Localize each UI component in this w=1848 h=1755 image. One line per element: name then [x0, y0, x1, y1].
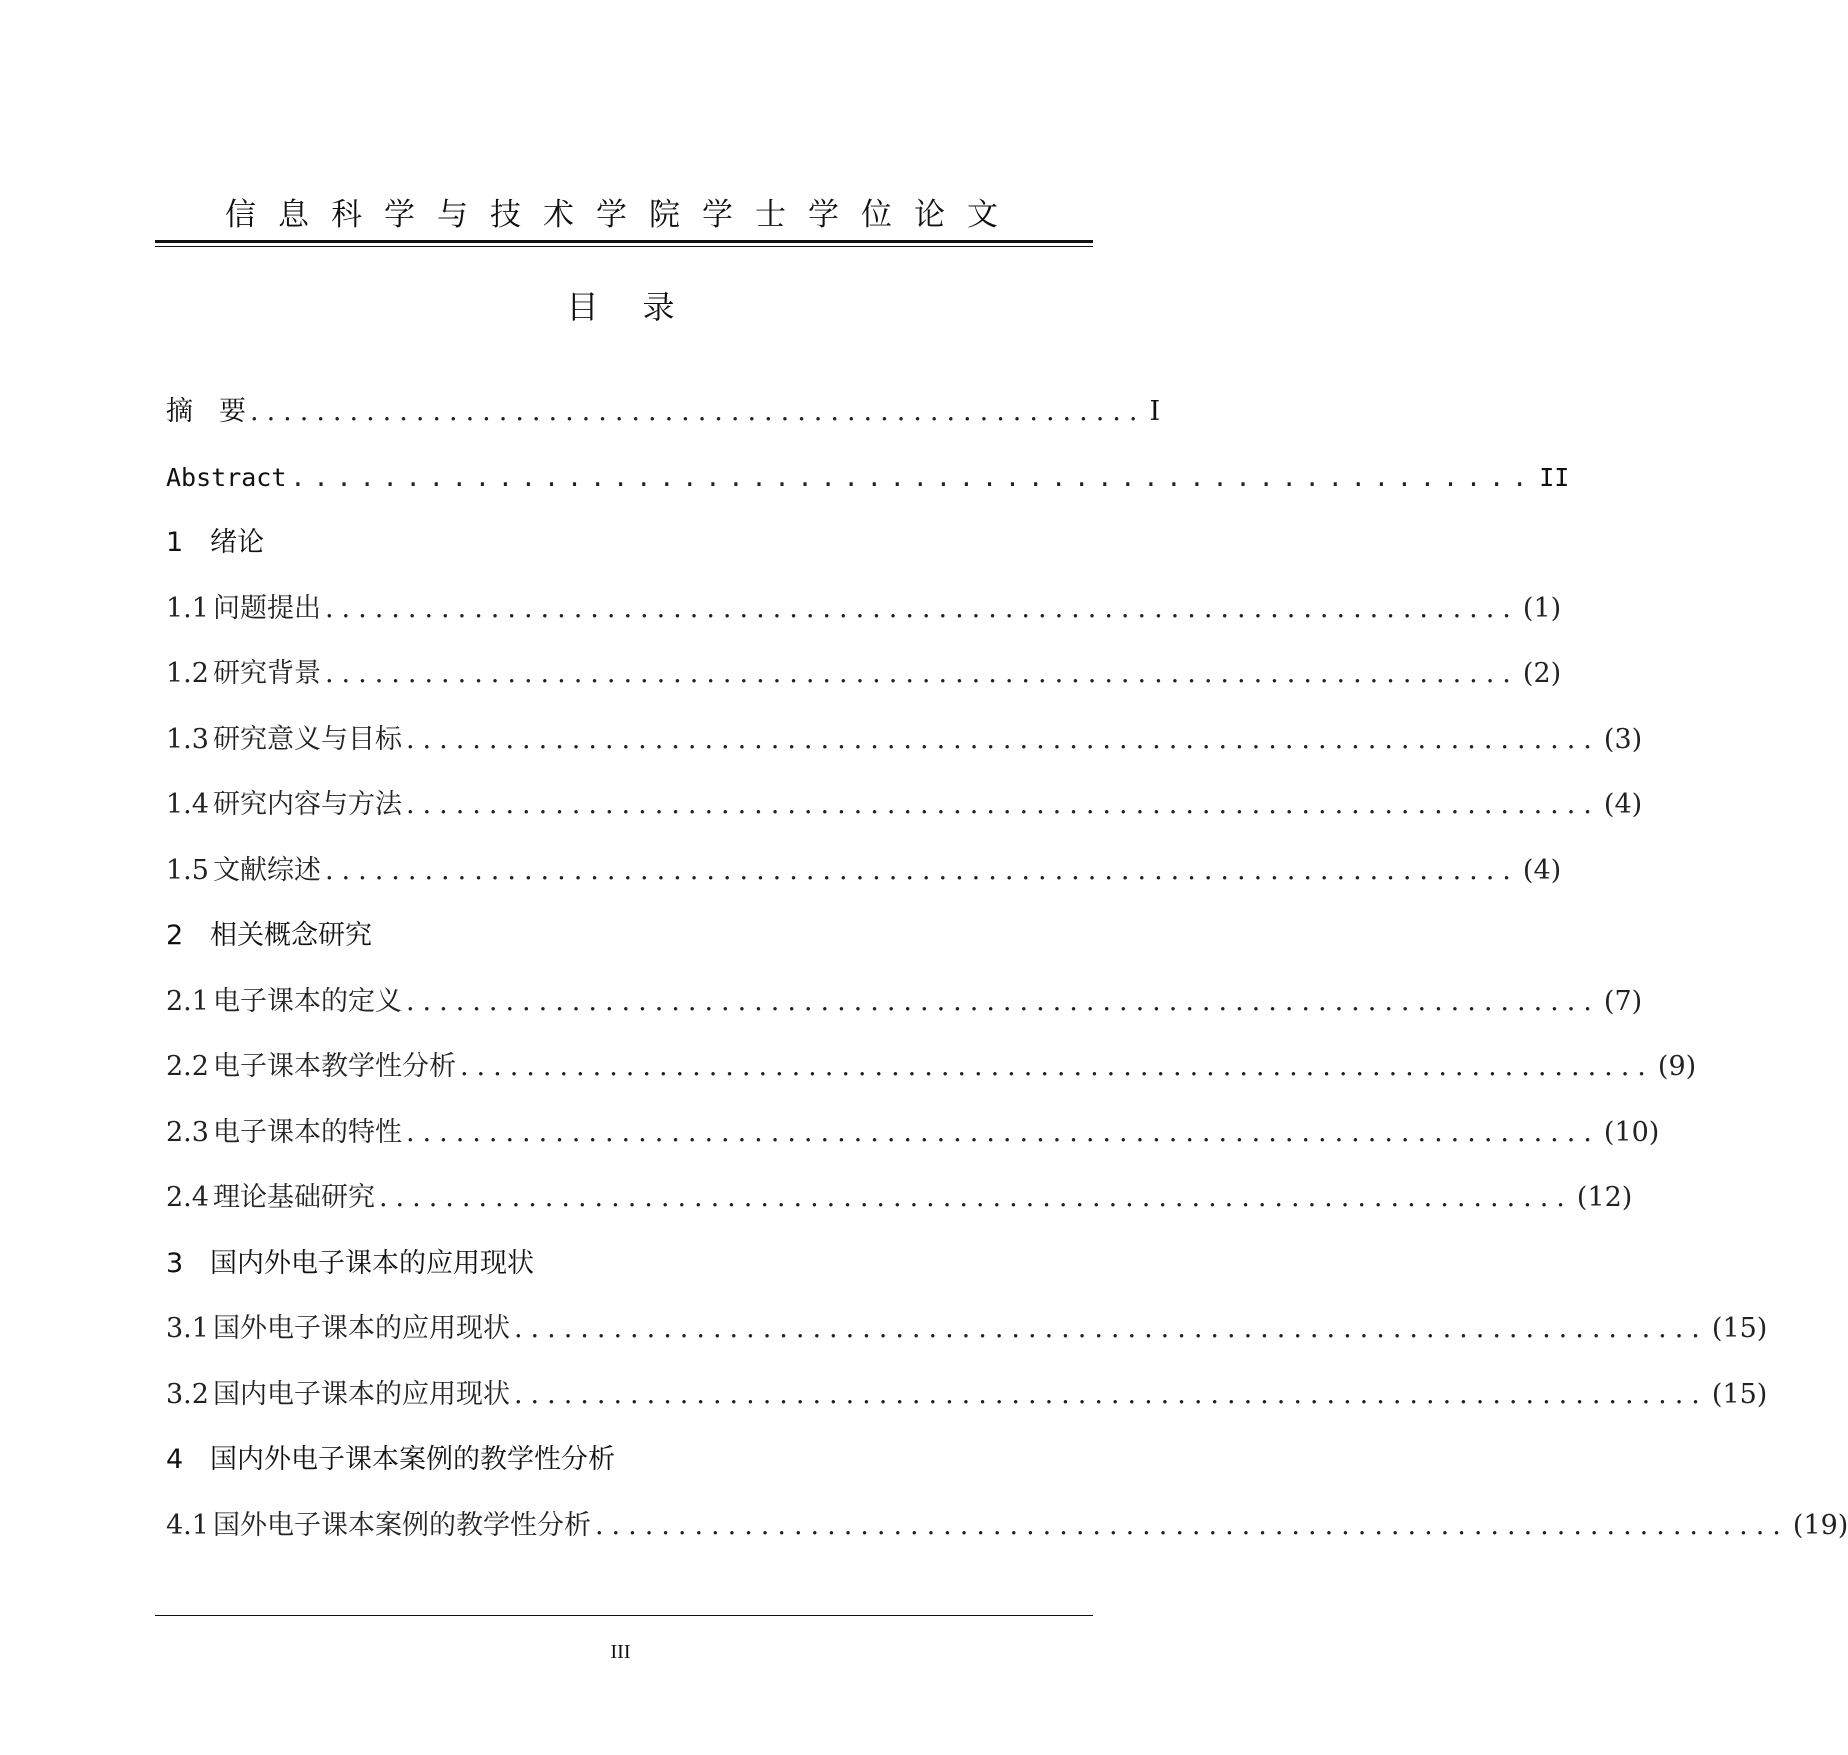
entry-title: 研究内容与方法: [212, 789, 402, 820]
toc-page-number: II: [1539, 462, 1570, 492]
toc-leader: ......................................................: [290, 462, 1536, 492]
toc-page-number: (7): [1603, 985, 1643, 1017]
chapter-title: 国内外电子课本的应用现状: [210, 1247, 534, 1279]
entry-title: 文献综述: [212, 854, 321, 886]
thesis-header-title: 信息科学与技术学院学士学位论文: [225, 197, 1020, 233]
toc-page-number: (15): [1711, 1313, 1768, 1344]
toc-chapter-4[interactable]: [166, 1440, 1081, 1506]
entry-number: 1.5: [166, 854, 209, 886]
toc-page-number: (1): [1522, 592, 1562, 624]
entry-number: 3.1: [166, 1313, 209, 1344]
toc-page-number: (19): [1792, 1509, 1848, 1541]
toc-label: Abstract: [166, 462, 287, 492]
toc-leader: ........................................................................: [405, 1116, 1600, 1148]
toc-entry[interactable]: [166, 589, 1562, 655]
entry-title: 研究意义与目标: [212, 723, 402, 755]
toc-leader: ........................................................................: [378, 1182, 1573, 1213]
toc-page-number: (4): [1603, 789, 1643, 820]
entry-title: 问题提出: [212, 592, 321, 624]
toc-entry[interactable]: [166, 1375, 1768, 1441]
entry-title: 理论基础研究: [212, 1182, 375, 1213]
entry-number: 2.2: [166, 1051, 209, 1082]
toc-leader: ........................................................................: [324, 592, 1519, 624]
toc-leader: ........................................................................: [513, 1378, 1708, 1410]
entry-number: 1.2: [166, 658, 209, 689]
toc-label-yao: 要: [219, 396, 246, 427]
entry-number: 1.4: [166, 789, 209, 820]
toc-leader: ........................................................................: [594, 1509, 1789, 1541]
toc-entry-abstract-en[interactable]: [166, 458, 1570, 524]
chapter-number: 4: [166, 1444, 184, 1475]
entry-number: 2.3: [166, 1116, 209, 1148]
toc-page-number: (4): [1522, 854, 1562, 886]
toc-page-number: (3): [1603, 723, 1643, 755]
toc-entry[interactable]: [166, 1047, 1697, 1113]
toc-chapter-2[interactable]: [166, 916, 1081, 982]
entry-number: 1.3: [166, 723, 209, 755]
toc-entry[interactable]: [166, 785, 1643, 851]
header-rule-thick: [155, 240, 1093, 243]
toc-leader: ........................................................................: [513, 1313, 1708, 1344]
entry-number: 3.2: [166, 1378, 209, 1410]
entry-title: 电子课本的特性: [212, 1116, 402, 1148]
chapter-number: 3: [166, 1247, 184, 1279]
toc-entry[interactable]: [166, 1309, 1768, 1375]
toc-leader: ........................................................................: [324, 658, 1519, 689]
toc-label-zhai: 摘: [166, 396, 193, 427]
toc-page-number: (10): [1603, 1116, 1660, 1148]
entry-title: 研究背景: [212, 658, 321, 689]
toc-entry[interactable]: [166, 720, 1643, 786]
toc-leader: ......................................................: [250, 396, 1146, 427]
toc-entry[interactable]: [166, 1113, 1660, 1179]
toc-page-number: (12): [1576, 1182, 1633, 1213]
table-of-contents: [166, 392, 1848, 1571]
entry-number: 2.4: [166, 1182, 209, 1213]
toc-leader: ........................................................................: [405, 723, 1600, 755]
entry-number: 4.1: [166, 1509, 209, 1541]
toc-page-number: (9): [1657, 1051, 1697, 1082]
entry-title: 国外电子课本案例的教学性分析: [212, 1509, 591, 1541]
entry-title: 国外电子课本的应用现状: [212, 1313, 510, 1344]
toc-page-number: (2): [1522, 658, 1562, 689]
toc-leader: ........................................................................: [405, 985, 1600, 1017]
chapter-number: 2: [166, 920, 184, 951]
toc-title: [0, 285, 1241, 329]
toc-title-left: 目: [566, 288, 599, 326]
toc-entry[interactable]: [166, 654, 1562, 720]
toc-chapter-1[interactable]: [166, 523, 1081, 589]
toc-entry-abstract-cn[interactable]: [166, 392, 1161, 458]
chapter-title: 国内外电子课本案例的教学性分析: [210, 1444, 615, 1475]
toc-page-number: (15): [1711, 1378, 1768, 1410]
entry-title: 电子课本的定义: [212, 985, 402, 1017]
chapter-title: 绪论: [210, 527, 264, 558]
header-rule-thin: [155, 246, 1093, 247]
footer-rule: [155, 1615, 1093, 1616]
page-number: III: [610, 1641, 631, 1663]
toc-entry[interactable]: [166, 1178, 1633, 1244]
toc-entry[interactable]: [166, 851, 1562, 917]
entry-number: 1.1: [166, 592, 209, 624]
toc-leader: ........................................................................: [405, 789, 1600, 820]
toc-chapter-3[interactable]: [166, 1244, 1081, 1310]
toc-leader: ........................................................................: [459, 1051, 1654, 1082]
entry-number: 2.1: [166, 985, 209, 1017]
toc-leader: ........................................................................: [324, 854, 1519, 886]
toc-title-right: 录: [642, 288, 675, 326]
toc-entry[interactable]: [166, 982, 1643, 1048]
chapter-number: 1: [166, 527, 184, 558]
toc-entry[interactable]: [166, 1506, 1848, 1572]
entry-title: 国内电子课本的应用现状: [212, 1378, 510, 1410]
toc-page-number: I: [1149, 396, 1161, 427]
chapter-title: 相关概念研究: [210, 920, 372, 951]
entry-title: 电子课本教学性分析: [212, 1051, 456, 1082]
